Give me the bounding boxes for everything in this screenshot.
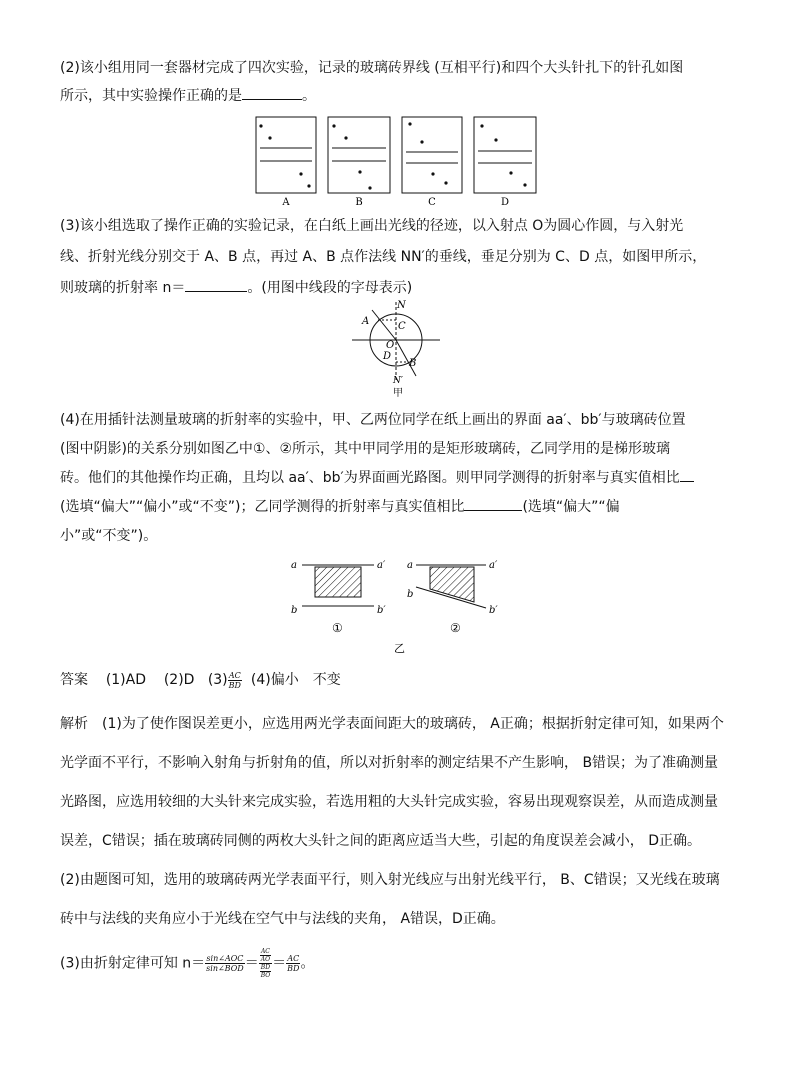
answer-part3-fraction	[228, 671, 242, 690]
q2-line1: (2)该小组用同一套器材完成了四次实验，记录的玻璃砖界线 (互相平行)和四个大头针扎下的针孔如图	[60, 60, 684, 76]
fraction-denominator: BD	[228, 680, 241, 690]
label-a-prime: a′	[489, 560, 498, 571]
panel-b	[328, 117, 390, 207]
glass-brick-figure	[282, 555, 512, 655]
answer-blank	[242, 82, 302, 100]
answer-part2: (2)D	[163, 672, 195, 688]
result-fraction	[286, 954, 300, 973]
label-a: a	[291, 560, 297, 571]
answer-part1: (1)AD	[105, 672, 147, 688]
q3-line3a: 则玻璃的折射率 n＝	[60, 280, 186, 296]
analysis-text	[60, 705, 740, 939]
analysis-line6: 砖中与法线的夹角应小于光线在空气中与法线的夹角， A错误，D正确。	[60, 911, 505, 927]
q2-text	[60, 55, 740, 110]
fraction-denominator: BD	[287, 964, 300, 973]
analysis-line7-prefix: (3)由折射定律可知 n＝	[60, 955, 206, 972]
figure-caption-yi: 乙	[394, 642, 405, 655]
fraction-numerator: sin∠AOC	[206, 954, 244, 963]
label-b-prime: b′	[489, 605, 498, 616]
fraction-numerator: AC	[260, 948, 270, 955]
fraction-denominator: sin∠BOD	[206, 964, 244, 973]
label-b: b	[407, 589, 414, 600]
panel-label-d: D	[500, 197, 510, 207]
q2-line2: 所示，其中实验操作正确的是	[60, 88, 242, 104]
panel-a	[256, 117, 316, 207]
q4-line4b: (选填“偏大”“偏	[522, 499, 620, 515]
q4-line1: (4)在用插针法测量玻璃的折射率的实验中，甲、乙两位同学在纸上画出的界面 aa′、bb′与玻璃砖位置	[60, 412, 686, 428]
figure-2-trapezoid	[407, 560, 498, 635]
q3-text	[60, 211, 740, 304]
fraction-denominator	[259, 964, 272, 979]
label-n: N	[397, 300, 406, 311]
fraction-numerator: BD	[260, 964, 271, 971]
label-a: a	[407, 560, 413, 571]
answer-label: 答案	[60, 672, 88, 688]
analysis-formula-line: (3)由折射定律可知 n＝ $\frac{\text{sin∠AOC}}{\text{sin∠BOD}}$ ＝ $\frac{\frac{AC}{AO}}{\frac{BD}{BO}}$ ＝ $\frac{AC}{BD}$ 。	[60, 948, 315, 979]
label-c: C	[398, 321, 406, 332]
answer-part4: (4)偏小 不变	[250, 672, 341, 688]
figure-1-rectangular	[291, 560, 386, 635]
fraction-denominator: BO	[260, 972, 271, 979]
analysis-line4: 误差，C错误；插在玻璃砖同侧的两枚大头针之间的距离应适当大些，引起的角度误差会减小， D正确。	[60, 833, 702, 849]
label-d: D	[383, 351, 392, 362]
label-circled-2: ②	[450, 621, 461, 635]
q2-pin-panels-figure	[250, 112, 550, 207]
q4-line5: 小”或“不变”)。	[60, 528, 158, 544]
analysis-line3: 光路图，应选用较细的大头针来完成实验，若选用粗的大头针完成实验，容易出现观察误差，从而造成测量	[60, 794, 718, 810]
panel-label-b: B	[355, 197, 363, 207]
panel-label-c: C	[428, 197, 436, 207]
label-a: A	[362, 316, 370, 327]
fraction-denominator: AO	[260, 956, 271, 963]
label-b-prime: b′	[377, 605, 386, 616]
label-a-prime: a′	[377, 560, 386, 571]
q3-line3b: 。(用图中线段的字母表示)	[247, 280, 413, 296]
label-o: O	[386, 340, 395, 351]
answer-line	[60, 667, 740, 694]
inner-fraction-bottom	[260, 964, 271, 979]
fraction-numerator	[259, 948, 272, 964]
q4-line2: (图中阴影)的关系分别如图乙中①、②所示，其中甲同学用的是矩形玻璃砖，乙同学用的是梯形玻璃	[60, 441, 671, 457]
answer-blank	[185, 274, 247, 292]
panel-c	[402, 117, 462, 207]
analysis-line1: 解析 (1)为了使作图误差更小，应选用两光学表面间距大的玻璃砖， A正确；根据折射定律可知，如果两个	[60, 716, 724, 732]
label-b: b	[291, 605, 298, 616]
analysis-line5: (2)由题图可知，选用的玻璃砖两光学表面平行，则入射光线应与出射光线平行， B、C错误；又光线在玻璃	[60, 872, 720, 888]
label-circled-1: ①	[332, 621, 343, 635]
answer-part3-prefix: (3)	[207, 672, 228, 688]
answer-blank	[464, 493, 522, 511]
figure-caption-jia: 甲	[393, 388, 403, 399]
q3-line1: (3)该小组选取了操作正确的实验记录，在白纸上画出光线的径迹，以入射点 O为圆心作圆，与入射光	[60, 218, 684, 234]
inner-fraction-top	[260, 948, 271, 963]
label-b: B	[409, 358, 417, 369]
panel-d	[474, 117, 536, 207]
q3-line2: 线、折射光线分别交于 A、B 点，再过 A、B 点作法线 NN′的垂线，垂足分别为 C、D 点，如图甲所示，	[60, 249, 707, 265]
q4-line4a: (选填“偏大”“偏小”或“不变”)；乙同学测得的折射率与真实值相比	[60, 499, 465, 515]
q4-line3: 砖。他们的其他操作均正确，且均以 aa′、bb′为界面画光路图。则甲同学测得的折射率与真实值相比	[60, 470, 680, 486]
answer-blank	[680, 464, 694, 482]
q4-text	[60, 406, 740, 551]
fraction-numerator: AC	[228, 670, 241, 680]
refraction-circle-figure	[344, 296, 444, 402]
label-n-prime: N′	[393, 376, 403, 386]
q2-line2-end: 。	[302, 88, 316, 104]
analysis-line7-end: 。	[300, 955, 315, 972]
panel-label-a: A	[282, 197, 290, 207]
analysis-line2: 光学面不平行，不影响入射角与折射角的值，所以对折射率的测定结果不产生影响， B错误；为了准确测量	[60, 755, 719, 771]
fraction-numerator: AC	[287, 954, 300, 963]
sin-ratio-fraction	[205, 954, 245, 973]
nested-fraction	[259, 948, 272, 979]
